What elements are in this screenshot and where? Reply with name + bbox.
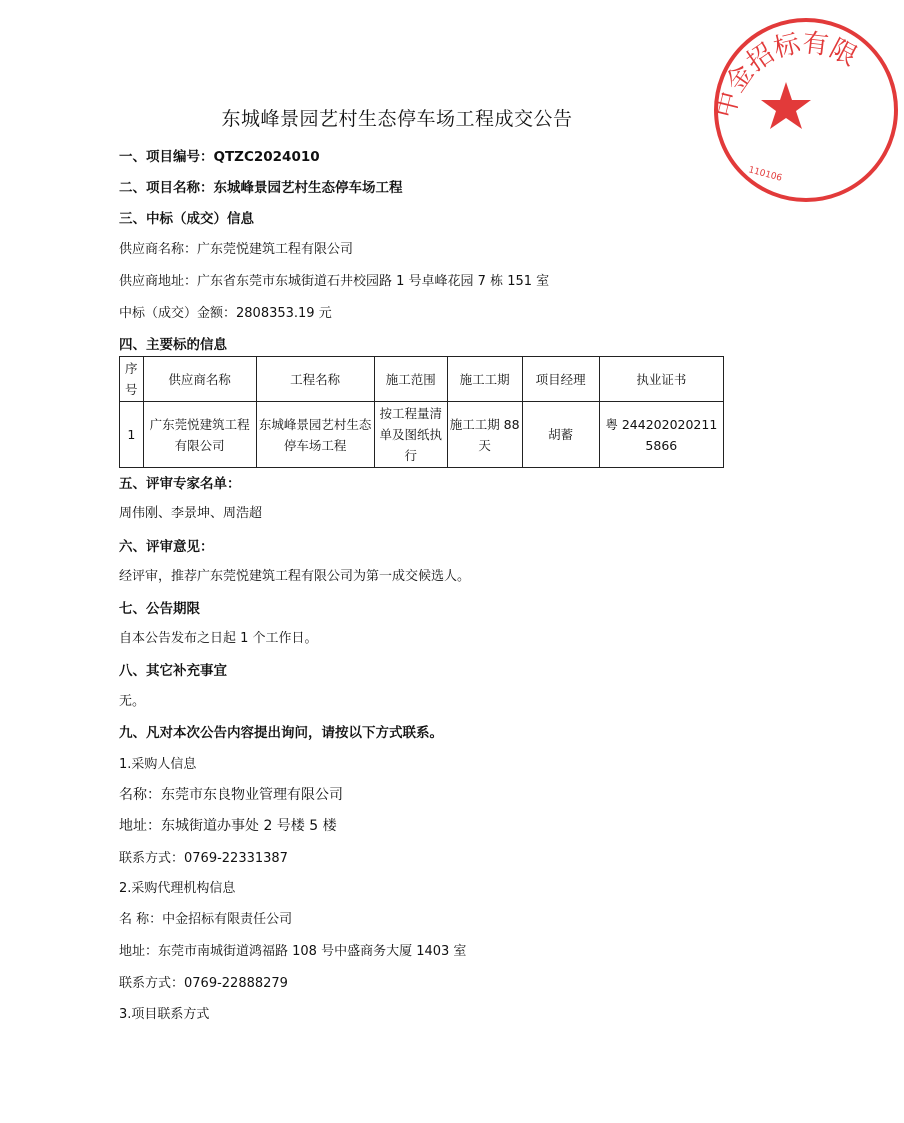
cell-manager: 胡蓄 <box>522 402 599 468</box>
cell-no: 1 <box>120 402 144 468</box>
cell-project: 东城峰景园艺村生态停车场工程 <box>256 402 374 468</box>
cell-certificate: 粤 2442020202115866 <box>599 402 723 468</box>
agency-address: 地址：东莞市南城街道鸿福路 108 号中盛商务大厦 1403 室 <box>119 944 467 959</box>
review-opinion-text: 经评审，推荐广东莞悦建筑工程有限公司为第一成交候选人。 <box>119 569 471 584</box>
col-header-certificate: 执业证书 <box>599 357 723 402</box>
cell-period: 施工工期 88 天 <box>447 402 522 468</box>
award-table <box>119 356 724 468</box>
supplier-name: 供应商名称：广东莞悦建筑工程有限公司 <box>119 242 354 257</box>
col-header-scope: 施工范围 <box>374 357 447 402</box>
supplier-address: 供应商地址：广东省东莞市东城街道石井校园路 1 号卓峰花园 7 栋 151 室 <box>119 274 550 289</box>
expert-names: 周伟刚、李景坤、周浩超 <box>119 506 263 521</box>
agency-name: 名 称：中金招标有限责任公司 <box>119 912 293 927</box>
table-header-row <box>120 357 724 402</box>
col-header-project: 工程名称 <box>256 357 374 402</box>
agency-heading: 2.采购代理机构信息 <box>119 881 236 896</box>
col-header-no: 序号 <box>120 357 144 402</box>
agency-phone: 联系方式：0769-22888279 <box>119 976 288 991</box>
purchaser-name: 名称：东莞市东良物业管理有限公司 <box>119 787 343 803</box>
section-review-opinion: 六、评审意见： <box>119 539 214 555</box>
award-amount: 中标（成交）金额：2808353.19 元 <box>119 306 332 321</box>
col-header-manager: 项目经理 <box>522 357 599 402</box>
project-contact-heading: 3.项目联系方式 <box>119 1007 210 1022</box>
page-title: 东城峰景园艺村生态停车场工程成交公告 <box>221 108 573 130</box>
purchaser-phone: 联系方式：0769-22331387 <box>119 851 288 866</box>
seal-text: 中金招标有限 <box>710 28 862 122</box>
col-header-supplier: 供应商名称 <box>143 357 256 402</box>
section-contact: 九、凡对本次公告内容提出询问，请按以下方式联系。 <box>119 725 443 741</box>
section-supplementary: 八、其它补充事宜 <box>119 663 227 679</box>
purchaser-heading: 1.采购人信息 <box>119 757 197 772</box>
seal-number: 110106 <box>747 165 784 184</box>
section-award-info: 三、中标（成交）信息 <box>119 211 254 227</box>
section-project-name: 二、项目名称：东城峰景园艺村生态停车场工程 <box>119 180 403 196</box>
cell-supplier: 广东莞悦建筑工程有限公司 <box>143 402 256 468</box>
notice-period-text: 自本公告发布之日起 1 个工作日。 <box>119 631 318 646</box>
table-row <box>120 402 724 468</box>
section-main-items: 四、主要标的信息 <box>119 337 227 353</box>
supplementary-text: 无。 <box>119 694 146 709</box>
section-experts: 五、评审专家名单： <box>119 476 241 492</box>
section-project-number: 一、项目编号：QTZC2024010 <box>119 149 320 165</box>
col-header-period: 施工工期 <box>447 357 522 402</box>
purchaser-address: 地址：东城街道办事处 2 号楼 5 楼 <box>119 818 337 834</box>
cell-scope: 按工程量清单及图纸执行 <box>374 402 447 468</box>
section-notice-period: 七、公告期限 <box>119 601 200 617</box>
